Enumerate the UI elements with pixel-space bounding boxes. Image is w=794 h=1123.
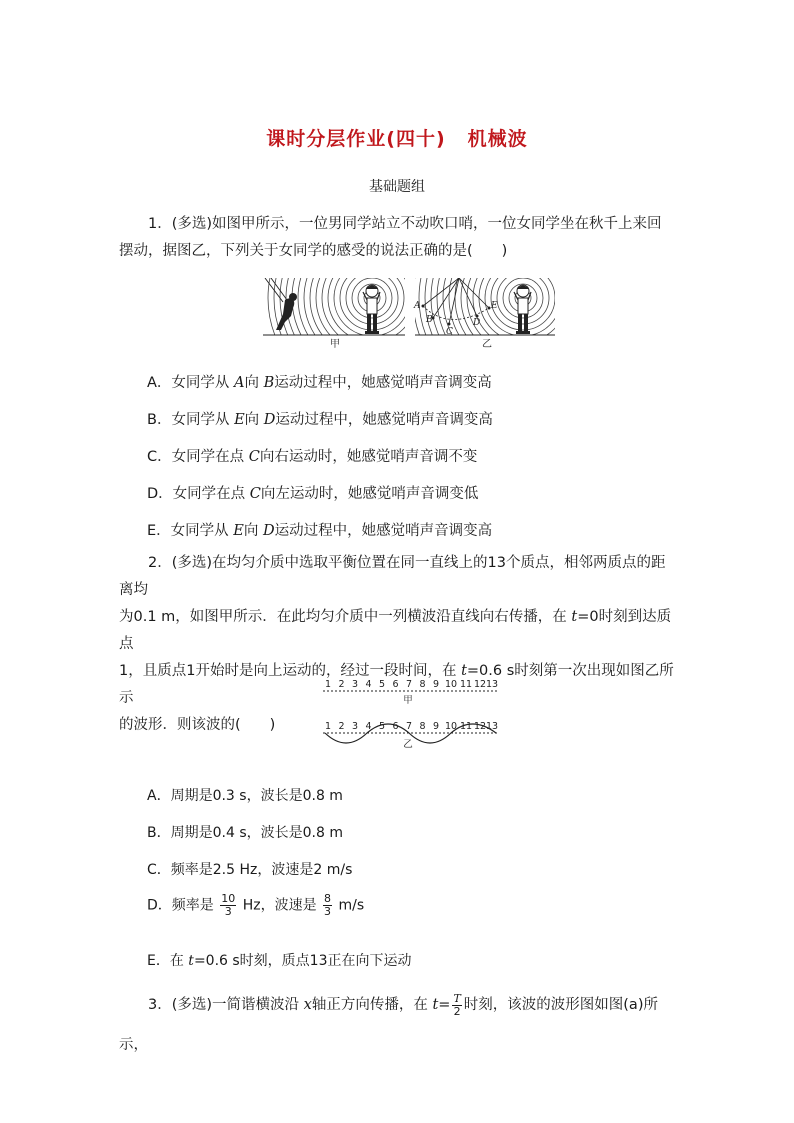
q2-option-a[interactable]: A．周期是0.3 s，波长是0.8 m — [147, 788, 343, 804]
q2-option-b[interactable]: B．周期是0.4 s，波长是0.8 m — [147, 825, 343, 841]
fraction-t-over-2: $\frac{T}{2}$ — [453, 991, 461, 1018]
fraction-8-3: $\frac{8}{3}$ — [324, 892, 332, 918]
svg-text:4: 4 — [365, 679, 372, 690]
question-1-text: 1．(多选)如图甲所示，一位男同学站立不动吹口哨，一位女同学坐在秋千上来回摆动，据图乙，下列关于女同学的感受的说法正确的是( ) — [119, 216, 662, 259]
point-label-d: D — [473, 318, 481, 328]
svg-text:7: 7 — [405, 721, 413, 732]
question-1-figure — [263, 278, 555, 350]
svg-text:7: 7 — [405, 679, 413, 690]
tick-labels-bottom — [325, 721, 498, 732]
svg-text:3: 3 — [351, 721, 359, 732]
svg-text:10: 10 — [444, 721, 458, 732]
svg-text:2: 2 — [338, 721, 345, 732]
tick-labels-top — [325, 679, 498, 690]
svg-text:11: 11 — [459, 721, 473, 732]
svg-text:1: 1 — [324, 721, 332, 732]
q1-option-c[interactable]: C．女同学在点 C向右运动时，她感觉哨声音调不变 — [147, 449, 478, 465]
svg-text:13: 13 — [485, 679, 499, 690]
figure-label-yi: 乙 — [482, 339, 492, 350]
figure-label-jia-2: 甲 — [403, 695, 413, 706]
point-label-c: C — [446, 327, 453, 337]
svg-text:8: 8 — [419, 721, 426, 732]
figure-label-jia: 甲 — [330, 339, 340, 350]
svg-text:4: 4 — [365, 721, 372, 732]
q1-option-e[interactable]: E．女同学从 E向 D运动过程中，她感觉哨声音调变高 — [147, 523, 493, 539]
point-label-b: B — [426, 315, 433, 325]
section-heading: 基础题组 — [369, 179, 425, 195]
point-label-a: A — [414, 301, 421, 311]
svg-text:5: 5 — [378, 721, 386, 732]
svg-text:9: 9 — [432, 679, 440, 690]
whistling-boy-figure-right — [514, 285, 531, 334]
question-2-figure — [318, 672, 504, 754]
svg-text:1: 1 — [324, 679, 332, 690]
svg-text:13: 13 — [485, 721, 499, 732]
page-title: 课时分层作业(四十) 机械波 — [266, 128, 528, 150]
svg-text:10: 10 — [444, 679, 458, 690]
svg-text:3: 3 — [351, 679, 359, 690]
q1-option-b[interactable]: B．女同学从 E向 D运动过程中，她感觉哨声音调变高 — [147, 412, 493, 428]
question-2-text: 2．(多选)在均匀介质中选取平衡位置在同一直线上的13个质点，相邻两质点的距离均 为0.1 m，如图甲所示．在此均匀介质中一列横波沿直线向右传播，在 t=0时刻到达质点 1，且质点1开始时是向上运动的，经过一段时间，在 t=0.6 s时刻第一次出现如图乙所示 的波形．则该波的( ) — [119, 555, 674, 733]
svg-text:12: 12 — [473, 679, 487, 690]
q2-option-d[interactable]: D．频率是 $\frac{10}{3}$ Hz，波速是 $\frac{8}{3}$ m/s — [147, 892, 365, 918]
whistling-boy-figure-left — [363, 285, 380, 334]
svg-text:11: 11 — [459, 679, 473, 690]
q1-option-a[interactable]: A．女同学从 A向 B运动过程中，她感觉哨声音调变高 — [147, 375, 492, 391]
point-label-e: E — [491, 301, 498, 311]
svg-text:8: 8 — [419, 679, 426, 690]
svg-text:6: 6 — [392, 721, 399, 732]
svg-text:2: 2 — [338, 679, 345, 690]
svg-text:6: 6 — [392, 679, 399, 690]
fraction-10-3: $\frac{10}{3}$ — [221, 892, 236, 918]
svg-text:12: 12 — [473, 721, 487, 732]
q2-option-c[interactable]: C．频率是2.5 Hz，波速是2 m/s — [147, 862, 353, 878]
figure-label-yi-2: 乙 — [403, 739, 413, 750]
question-3-text: 3．(多选)一简谐横波沿 x轴正方向传播，在 t= $\frac{T}{2}$ 时刻，该波的波形图如图(a)所示， — [119, 991, 658, 1053]
svg-text:9: 9 — [432, 721, 440, 732]
q1-option-d[interactable]: D．女同学在点 C向左运动时，她感觉哨声音调变低 — [147, 486, 479, 502]
svg-text:5: 5 — [378, 679, 386, 690]
q2-option-e[interactable]: E．在 t=0.6 s时刻，质点13正在向下运动 — [147, 953, 412, 969]
